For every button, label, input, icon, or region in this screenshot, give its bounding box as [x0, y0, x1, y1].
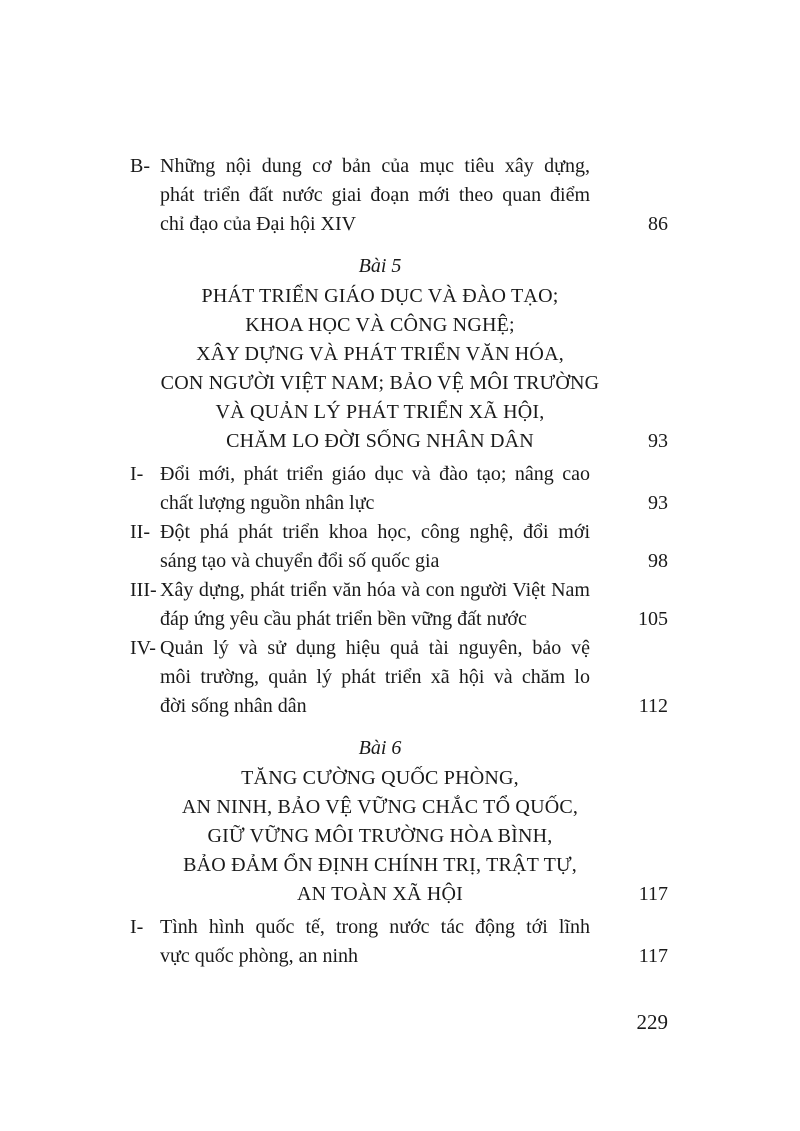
entry-line: Những nội dung cơ bản của mục tiêu xây dựng,: [160, 155, 590, 177]
lesson-5-heading: [140, 255, 620, 452]
lesson-title-line: GIỮ VỮNG MÔI TRƯỜNG HÒA BÌNH,: [207, 825, 553, 847]
page-number: 117: [638, 883, 668, 905]
lesson-title-line: PHÁT TRIỂN GIÁO DỤC VÀ ĐÀO TẠO;: [201, 285, 559, 307]
lesson-title-line: XÂY DỰNG VÀ PHÁT TRIỂN VĂN HÓA,: [196, 343, 564, 365]
lesson-title-line: TĂNG CƯỜNG QUỐC PHÒNG,: [241, 767, 519, 789]
page-number: 86: [648, 213, 668, 235]
lesson-6-heading: [140, 737, 620, 905]
entry-line: sáng tạo và chuyển đổi số quốc gia: [160, 550, 440, 572]
page-number: 105: [638, 608, 668, 630]
entry-line: Tình hình quốc tế, trong nước tác động tới lĩnh: [160, 916, 590, 938]
lesson-title-line: CON NGƯỜI VIỆT NAM; BẢO VỆ MÔI TRƯỜNG: [160, 372, 600, 394]
entry-line: Xây dựng, phát triển văn hóa và con người Việt Nam: [160, 579, 590, 601]
entry-line: Đột phá phát triển khoa học, công nghệ, đổi mới: [160, 521, 590, 543]
page-number: 117: [638, 945, 668, 967]
page-number: 93: [648, 492, 668, 514]
entry-line: Đổi mới, phát triển giáo dục và đào tạo; nâng cao: [160, 463, 590, 485]
lesson-title-line: CHĂM LO ĐỜI SỐNG NHÂN DÂN: [226, 430, 534, 452]
entry-line: môi trường, quản lý phát triển xã hội và chăm lo: [160, 666, 590, 688]
lesson-title-line: AN TOÀN XÃ HỘI: [297, 883, 463, 905]
entry-marker: III-: [130, 579, 157, 601]
entry-line: phát triển đất nước giai đoạn mới theo quan điểm: [160, 184, 590, 206]
lesson-title-line: AN NINH, BẢO VỆ VỮNG CHẮC TỔ QUỐC,: [181, 796, 579, 818]
entry-line: vực quốc phòng, an ninh: [160, 945, 359, 967]
entry-marker: B-: [130, 155, 150, 177]
entry-line: chất lượng nguồn nhân lực: [160, 492, 375, 514]
entry-line: đời sống nhân dân: [160, 695, 307, 717]
page-number: 98: [648, 550, 668, 572]
entry-marker: I-: [130, 463, 144, 485]
entry-line: đáp ứng yêu cầu phát triển bền vững đất nước: [160, 608, 527, 630]
lesson-title-line: BẢO ĐẢM ỔN ĐỊNH CHÍNH TRỊ, TRẬT TỰ,: [183, 854, 577, 876]
entry-line: Quản lý và sử dụng hiệu quả tài nguyên, bảo vệ: [160, 637, 590, 659]
page-number: 93: [648, 430, 668, 452]
entry-marker: I-: [130, 916, 144, 938]
lesson-title-line: KHOA HỌC VÀ CÔNG NGHỆ;: [245, 314, 515, 336]
entry-line: chỉ đạo của Đại hội XIV: [160, 213, 357, 235]
entry-marker: IV-: [130, 637, 156, 659]
folio-page-number: 229: [636, 1010, 668, 1034]
lesson-label: Bài 5: [358, 255, 402, 277]
lesson-title-line: VÀ QUẢN LÝ PHÁT TRIỂN XÃ HỘI,: [215, 401, 545, 423]
lesson-label: Bài 6: [358, 737, 402, 759]
entry-marker: II-: [130, 521, 150, 543]
page-number: 112: [638, 695, 668, 717]
